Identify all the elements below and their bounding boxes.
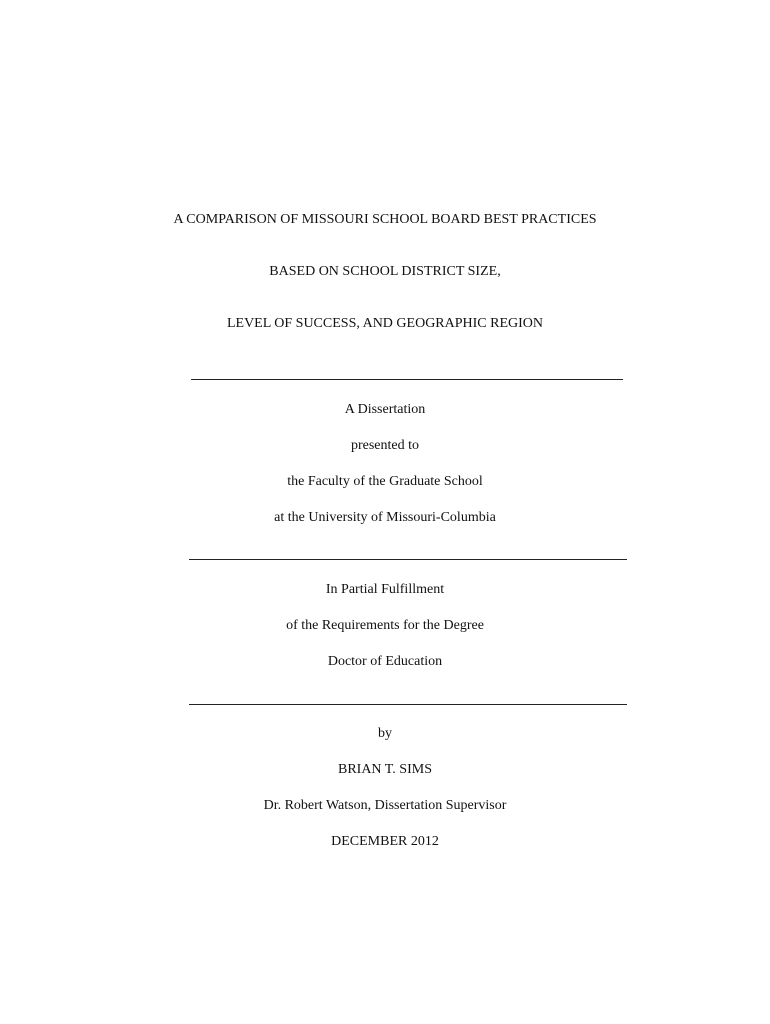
presentation-line-3: the Faculty of the Graduate School bbox=[287, 474, 483, 489]
presentation-line-4: at the University of Missouri-Columbia bbox=[274, 510, 496, 525]
title-line-1: A COMPARISON OF MISSOURI SCHOOL BOARD BEST PRACTICES bbox=[173, 212, 597, 227]
divider-3 bbox=[189, 704, 627, 705]
degree-name: Doctor of Education bbox=[327, 654, 443, 669]
supervisor-line: Dr. Robert Watson, Dissertation Supervisor bbox=[263, 798, 507, 813]
fulfillment-line-1: In Partial Fulfillment bbox=[325, 582, 445, 597]
presentation-line-2: presented to bbox=[350, 438, 420, 453]
by-label: by bbox=[378, 726, 392, 741]
fulfillment-line-2: of the Requirements for the Degree bbox=[286, 618, 484, 633]
title-line-3: LEVEL OF SUCCESS, AND GEOGRAPHIC REGION bbox=[226, 316, 544, 331]
author-name: BRIAN T. SIMS bbox=[337, 762, 432, 777]
divider-1 bbox=[191, 379, 623, 380]
presentation-line-1: A Dissertation bbox=[344, 402, 426, 417]
title-line-2: BASED ON SCHOOL DISTRICT SIZE, bbox=[269, 264, 501, 279]
date-line: DECEMBER 2012 bbox=[331, 834, 439, 849]
divider-2 bbox=[189, 559, 627, 560]
